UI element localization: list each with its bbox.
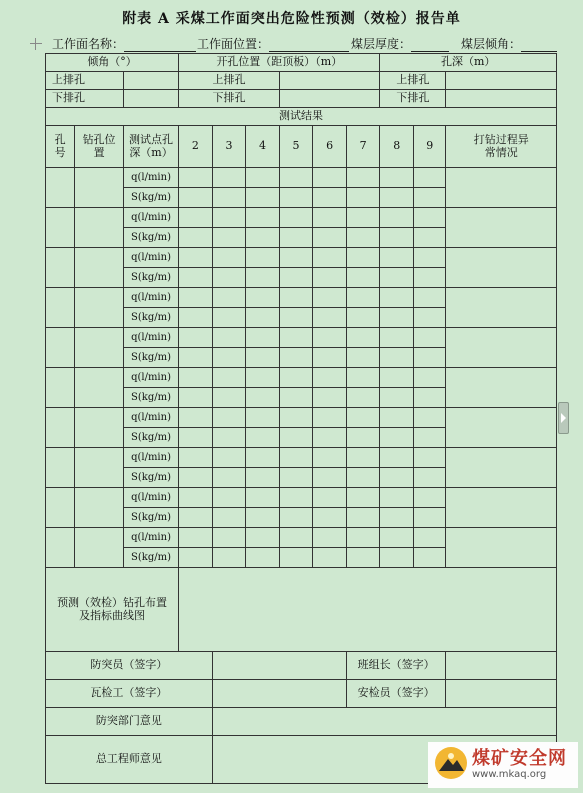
upper-depth-label: 上排孔 xyxy=(380,72,446,90)
measurement-cell[interactable] xyxy=(246,308,280,328)
seam-dip-field[interactable] xyxy=(461,35,557,52)
measurement-cell[interactable] xyxy=(313,508,347,528)
measurement-row xyxy=(46,168,557,188)
measurement-cell[interactable] xyxy=(380,308,414,328)
face-location-field[interactable] xyxy=(197,35,349,52)
measurement-cell[interactable] xyxy=(246,248,280,268)
measurement-cell[interactable] xyxy=(413,348,445,368)
measurement-row xyxy=(46,208,557,228)
measurement-cell[interactable] xyxy=(279,328,313,348)
param-header-row xyxy=(46,54,557,72)
drill-position-cell[interactable] xyxy=(75,448,124,488)
lower-position-cell[interactable] xyxy=(279,90,380,108)
lower-position-label: 下排孔 xyxy=(179,90,280,108)
measurement-row xyxy=(46,408,557,428)
measurement-cell[interactable] xyxy=(279,508,313,528)
measurement-cell[interactable] xyxy=(380,168,414,188)
measurement-cell[interactable] xyxy=(279,408,313,428)
measurement-cell[interactable] xyxy=(179,328,213,348)
measurement-cell[interactable] xyxy=(346,308,380,328)
lower-row xyxy=(46,90,557,108)
dept-opinion-field[interactable] xyxy=(212,708,556,736)
measurement-cell[interactable] xyxy=(279,208,313,228)
measurement-cell[interactable] xyxy=(246,548,280,568)
upper-depth-cell[interactable] xyxy=(446,72,557,90)
face-name-label: 工作面名称： xyxy=(52,37,125,51)
measurement-cell[interactable] xyxy=(413,328,445,348)
hole-no-header: 孔号 xyxy=(46,126,75,168)
measurement-cell[interactable] xyxy=(279,248,313,268)
q-indicator-label: q(l/min) xyxy=(123,208,178,228)
measurement-cell[interactable] xyxy=(179,468,213,488)
measurement-row xyxy=(46,528,557,548)
measurement-cell[interactable] xyxy=(413,288,445,308)
measurement-cell[interactable] xyxy=(413,368,445,388)
measurement-cell[interactable] xyxy=(246,528,280,548)
hole-number-cell[interactable] xyxy=(46,408,75,448)
depth-header: 5 xyxy=(279,126,313,168)
measurement-cell[interactable] xyxy=(380,268,414,288)
measurement-cell[interactable] xyxy=(313,228,347,248)
measurement-cell[interactable] xyxy=(380,188,414,208)
diagram-row xyxy=(46,568,557,652)
watermark-name: 煤矿安全网 xyxy=(472,748,567,769)
hole-number-cell[interactable] xyxy=(46,448,75,488)
measurement-cell[interactable] xyxy=(413,168,445,188)
safety-inspector-signature[interactable] xyxy=(446,680,557,708)
measurement-cell[interactable] xyxy=(246,488,280,508)
measurement-cell[interactable] xyxy=(313,348,347,368)
q-indicator-label: q(l/min) xyxy=(123,288,178,308)
upper-row xyxy=(46,72,557,90)
measurement-row xyxy=(46,488,557,508)
chief-engineer-label: 总工程师意见 xyxy=(46,736,213,784)
hole-position-header: 开孔位置（距顶板）（m） xyxy=(179,54,380,72)
measurement-cell[interactable] xyxy=(380,528,414,548)
measurement-cell[interactable] xyxy=(179,208,213,228)
measurement-cell[interactable] xyxy=(212,548,246,568)
diagram-label: 预测（效检）钻孔布置及指标曲线图 xyxy=(46,568,179,652)
measurement-cell[interactable] xyxy=(413,428,445,448)
signature-row-1 xyxy=(46,652,557,680)
measurement-cell[interactable] xyxy=(346,228,380,248)
measurement-cell[interactable] xyxy=(212,408,246,428)
upper-position-label: 上排孔 xyxy=(179,72,280,90)
depth-header: 2 xyxy=(179,126,213,168)
safety-inspector-label: 安检员（签字） xyxy=(346,680,446,708)
measurement-cell[interactable] xyxy=(313,288,347,308)
measurement-cell[interactable] xyxy=(413,188,445,208)
measurement-cell[interactable] xyxy=(413,228,445,248)
measurement-row xyxy=(46,328,557,348)
measurement-cell[interactable] xyxy=(313,168,347,188)
measurement-row xyxy=(46,448,557,468)
lower-row-label: 下排孔 xyxy=(46,90,124,108)
measurement-cell[interactable] xyxy=(380,248,414,268)
measurement-cell[interactable] xyxy=(212,388,246,408)
measurement-cell[interactable] xyxy=(279,388,313,408)
hole-number-cell[interactable] xyxy=(46,288,75,328)
s-indicator-label: S(kg/m) xyxy=(123,388,178,408)
measurement-cell[interactable] xyxy=(279,288,313,308)
upper-angle-cell[interactable] xyxy=(123,72,178,90)
measurement-cell[interactable] xyxy=(346,348,380,368)
s-indicator-label: S(kg/m) xyxy=(123,308,178,328)
measurement-cell[interactable] xyxy=(246,288,280,308)
measurement-cell[interactable] xyxy=(179,408,213,428)
s-indicator-label: S(kg/m) xyxy=(123,188,178,208)
measurement-cell[interactable] xyxy=(346,408,380,428)
measurement-cell[interactable] xyxy=(212,348,246,368)
depth-header: 4 xyxy=(246,126,280,168)
seam-thickness-blank[interactable] xyxy=(411,39,449,52)
measurement-cell[interactable] xyxy=(279,188,313,208)
drill-position-cell[interactable] xyxy=(75,248,124,288)
measurement-cell[interactable] xyxy=(246,328,280,348)
face-location-blank[interactable] xyxy=(269,39,349,52)
s-indicator-label: S(kg/m) xyxy=(123,348,178,368)
measurement-cell[interactable] xyxy=(380,548,414,568)
dept-opinion-label: 防突部门意见 xyxy=(46,708,213,736)
measurement-cell[interactable] xyxy=(313,468,347,488)
face-name-field[interactable] xyxy=(52,35,196,52)
drill-position-cell[interactable] xyxy=(75,328,124,368)
measurement-cell[interactable] xyxy=(313,388,347,408)
measurement-cell[interactable] xyxy=(313,548,347,568)
measurement-cell[interactable] xyxy=(246,428,280,448)
measurement-cell[interactable] xyxy=(380,328,414,348)
measurement-cell[interactable] xyxy=(279,308,313,328)
measurement-cell[interactable] xyxy=(380,428,414,448)
upper-position-cell[interactable] xyxy=(279,72,380,90)
measurement-cell[interactable] xyxy=(212,168,246,188)
measurement-cell[interactable] xyxy=(246,408,280,428)
measurement-cell[interactable] xyxy=(346,168,380,188)
measurement-cell[interactable] xyxy=(313,308,347,328)
measurement-cell[interactable] xyxy=(313,188,347,208)
measurement-cell[interactable] xyxy=(346,548,380,568)
upper-row-label: 上排孔 xyxy=(46,72,124,90)
measurement-cell[interactable] xyxy=(380,348,414,368)
measurement-cell[interactable] xyxy=(279,368,313,388)
test-depth-header: 测试点孔深（m） xyxy=(123,126,178,168)
measurement-cell[interactable] xyxy=(346,328,380,348)
watermark-logo xyxy=(428,742,578,788)
q-indicator-label: q(l/min) xyxy=(123,368,178,388)
measurement-cell[interactable] xyxy=(380,488,414,508)
measurement-cell[interactable] xyxy=(380,288,414,308)
measurement-cell[interactable] xyxy=(246,348,280,368)
measurement-cell[interactable] xyxy=(246,468,280,488)
measurement-cell[interactable] xyxy=(279,468,313,488)
signature-row-2 xyxy=(46,680,557,708)
drill-position-cell[interactable] xyxy=(75,528,124,568)
measurement-cell[interactable] xyxy=(179,228,213,248)
measurement-cell[interactable] xyxy=(313,428,347,448)
measurement-cell[interactable] xyxy=(179,548,213,568)
seam-thickness-field[interactable] xyxy=(351,35,449,52)
diagram-area[interactable] xyxy=(179,568,557,652)
gas-inspector-label: 瓦检工（签字） xyxy=(46,680,213,708)
hole-number-cell[interactable] xyxy=(46,368,75,408)
measurement-cell[interactable] xyxy=(246,388,280,408)
angle-header: 倾角（°） xyxy=(46,54,179,72)
drill-position-cell[interactable] xyxy=(75,368,124,408)
q-indicator-label: q(l/min) xyxy=(123,528,178,548)
seam-dip-label: 煤层倾角： xyxy=(461,37,522,51)
measurement-cell[interactable] xyxy=(212,448,246,468)
depth-header: 8 xyxy=(380,126,414,168)
dept-opinion-row xyxy=(46,708,557,736)
measurement-cell[interactable] xyxy=(413,508,445,528)
q-indicator-label: q(l/min) xyxy=(123,448,178,468)
s-indicator-label: S(kg/m) xyxy=(123,468,178,488)
measurement-cell[interactable] xyxy=(413,408,445,428)
face-location-label: 工作面位置： xyxy=(197,37,270,51)
prevention-staff-signature[interactable] xyxy=(212,652,346,680)
measurement-cell[interactable] xyxy=(279,528,313,548)
measurement-cell[interactable] xyxy=(246,208,280,228)
drill-position-cell[interactable] xyxy=(75,408,124,448)
abnormal-cell[interactable] xyxy=(446,288,557,328)
measurement-cell[interactable] xyxy=(346,248,380,268)
depth-header: 9 xyxy=(413,126,445,168)
measurement-cell[interactable] xyxy=(246,168,280,188)
measurement-cell[interactable] xyxy=(212,428,246,448)
measurement-cell[interactable] xyxy=(246,368,280,388)
table-move-handle-icon[interactable] xyxy=(30,38,42,50)
depth-header: 6 xyxy=(313,126,347,168)
measurement-cell[interactable] xyxy=(179,288,213,308)
measurement-cell[interactable] xyxy=(346,508,380,528)
hole-number-cell[interactable] xyxy=(46,488,75,528)
measurement-cell[interactable] xyxy=(179,488,213,508)
measurement-cell[interactable] xyxy=(179,388,213,408)
measurement-cell[interactable] xyxy=(413,468,445,488)
measurement-cell[interactable] xyxy=(313,528,347,548)
team-leader-signature[interactable] xyxy=(446,652,557,680)
measurement-cell[interactable] xyxy=(279,488,313,508)
measurement-cell[interactable] xyxy=(313,448,347,468)
measurement-cell[interactable] xyxy=(346,488,380,508)
hole-number-cell[interactable] xyxy=(46,528,75,568)
abnormal-cell[interactable] xyxy=(446,488,557,528)
drill-position-cell[interactable] xyxy=(75,208,124,248)
measurement-cell[interactable] xyxy=(212,308,246,328)
measurement-cell[interactable] xyxy=(346,288,380,308)
measurement-cell[interactable] xyxy=(346,428,380,448)
measurement-cell[interactable] xyxy=(246,508,280,528)
measurement-cell[interactable] xyxy=(212,328,246,348)
hole-number-cell[interactable] xyxy=(46,328,75,368)
abnormal-cell[interactable] xyxy=(446,168,557,208)
results-heading-row xyxy=(46,108,557,126)
measurement-cell[interactable] xyxy=(246,228,280,248)
measurement-cell[interactable] xyxy=(212,268,246,288)
results-column-header-row xyxy=(46,126,557,168)
face-name-blank[interactable] xyxy=(124,39,196,52)
measurement-cell[interactable] xyxy=(179,248,213,268)
measurement-cell[interactable] xyxy=(346,528,380,548)
depth-header: 3 xyxy=(212,126,246,168)
measurement-cell[interactable] xyxy=(246,268,280,288)
measurement-cell[interactable] xyxy=(413,548,445,568)
measurement-cell[interactable] xyxy=(380,368,414,388)
drill-position-cell[interactable] xyxy=(75,288,124,328)
measurement-cell[interactable] xyxy=(413,268,445,288)
abnormal-cell[interactable] xyxy=(446,408,557,448)
measurement-cell[interactable] xyxy=(212,228,246,248)
measurement-cell[interactable] xyxy=(179,268,213,288)
measurement-cell[interactable] xyxy=(346,448,380,468)
abnormal-cell[interactable] xyxy=(446,368,557,408)
hole-number-cell[interactable] xyxy=(46,248,75,288)
watermark-url: www.mkaq.org xyxy=(472,769,547,780)
abnormal-cell[interactable] xyxy=(446,448,557,488)
measurement-cell[interactable] xyxy=(313,368,347,388)
abnormal-cell[interactable] xyxy=(446,248,557,288)
drill-position-cell[interactable] xyxy=(75,168,124,208)
abnormal-header: 打钻过程异常情况 xyxy=(446,126,557,168)
q-indicator-label: q(l/min) xyxy=(123,328,178,348)
measurement-cell[interactable] xyxy=(346,388,380,408)
measurement-cell[interactable] xyxy=(279,348,313,368)
measurement-cell[interactable] xyxy=(413,488,445,508)
measurement-cell[interactable] xyxy=(212,188,246,208)
s-indicator-label: S(kg/m) xyxy=(123,428,178,448)
team-leader-label: 班组长（签字） xyxy=(346,652,446,680)
measurement-cell[interactable] xyxy=(380,508,414,528)
measurement-cell[interactable] xyxy=(346,268,380,288)
mining-emblem-icon xyxy=(434,746,468,780)
s-indicator-label: S(kg/m) xyxy=(123,548,178,568)
measurement-cell[interactable] xyxy=(246,448,280,468)
report-table xyxy=(45,53,557,784)
measurement-cell[interactable] xyxy=(313,248,347,268)
measurement-cell[interactable] xyxy=(279,428,313,448)
measurement-cell[interactable] xyxy=(212,368,246,388)
measurement-cell[interactable] xyxy=(279,448,313,468)
measurement-cell[interactable] xyxy=(380,448,414,468)
measurement-cell[interactable] xyxy=(279,168,313,188)
page-title: 附表 A 采煤工作面突出危险性预测（效检）报告单 xyxy=(122,11,461,27)
measurement-cell[interactable] xyxy=(380,408,414,428)
measurement-cell[interactable] xyxy=(212,468,246,488)
seam-thickness-label: 煤层厚度： xyxy=(351,37,412,51)
side-expand-tab[interactable] xyxy=(558,402,569,434)
seam-dip-blank[interactable] xyxy=(521,39,557,52)
measurement-cell[interactable] xyxy=(313,208,347,228)
s-indicator-label: S(kg/m) xyxy=(123,268,178,288)
depth-header: 7 xyxy=(346,126,380,168)
measurement-cell[interactable] xyxy=(413,388,445,408)
measurement-cell[interactable] xyxy=(179,368,213,388)
q-indicator-label: q(l/min) xyxy=(123,408,178,428)
q-indicator-label: q(l/min) xyxy=(123,488,178,508)
measurement-cell[interactable] xyxy=(279,228,313,248)
measurement-cell[interactable] xyxy=(179,428,213,448)
measurement-cell[interactable] xyxy=(346,188,380,208)
measurement-cell[interactable] xyxy=(179,308,213,328)
measurement-cell[interactable] xyxy=(179,188,213,208)
measurement-cell[interactable] xyxy=(179,528,213,548)
measurement-cell[interactable] xyxy=(346,368,380,388)
measurement-cell[interactable] xyxy=(346,208,380,228)
measurement-cell[interactable] xyxy=(246,188,280,208)
s-indicator-label: S(kg/m) xyxy=(123,228,178,248)
measurement-cell[interactable] xyxy=(179,168,213,188)
measurement-cell[interactable] xyxy=(380,468,414,488)
measurement-cell[interactable] xyxy=(413,448,445,468)
results-heading: 测试结果 xyxy=(46,108,557,126)
measurement-cell[interactable] xyxy=(179,348,213,368)
measurement-cell[interactable] xyxy=(212,288,246,308)
measurement-cell[interactable] xyxy=(212,508,246,528)
measurement-cell[interactable] xyxy=(380,388,414,408)
measurement-cell[interactable] xyxy=(380,208,414,228)
q-indicator-label: q(l/min) xyxy=(123,168,178,188)
lower-angle-cell[interactable] xyxy=(123,90,178,108)
measurement-cell[interactable] xyxy=(212,488,246,508)
hole-number-cell[interactable] xyxy=(46,208,75,248)
measurement-cell[interactable] xyxy=(212,208,246,228)
measurement-cell[interactable] xyxy=(413,308,445,328)
measurement-cell[interactable] xyxy=(212,248,246,268)
s-indicator-label: S(kg/m) xyxy=(123,508,178,528)
measurement-row xyxy=(46,248,557,268)
q-indicator-label: q(l/min) xyxy=(123,248,178,268)
drill-position-header: 钻孔位置 xyxy=(75,126,124,168)
measurement-cell[interactable] xyxy=(313,268,347,288)
measurement-cell[interactable] xyxy=(413,528,445,548)
measurement-cell[interactable] xyxy=(279,548,313,568)
abnormal-cell[interactable] xyxy=(446,328,557,368)
hole-depth-header: 孔深（m） xyxy=(380,54,557,72)
measurement-cell[interactable] xyxy=(313,408,347,428)
lower-depth-cell[interactable] xyxy=(446,90,557,108)
lower-depth-label: 下排孔 xyxy=(380,90,446,108)
measurement-cell[interactable] xyxy=(179,508,213,528)
measurement-cell[interactable] xyxy=(179,448,213,468)
measurement-cell[interactable] xyxy=(346,468,380,488)
measurement-cell[interactable] xyxy=(313,488,347,508)
measurement-cell[interactable] xyxy=(413,248,445,268)
abnormal-cell[interactable] xyxy=(446,528,557,568)
measurement-cell[interactable] xyxy=(279,268,313,288)
prevention-staff-label: 防突员（签字） xyxy=(46,652,213,680)
drill-position-cell[interactable] xyxy=(75,488,124,528)
measurement-cell[interactable] xyxy=(212,528,246,548)
abnormal-cell[interactable] xyxy=(446,208,557,248)
gas-inspector-signature[interactable] xyxy=(212,680,346,708)
measurement-row xyxy=(46,368,557,388)
measurement-row xyxy=(46,288,557,308)
hole-number-cell[interactable] xyxy=(46,168,75,208)
measurement-cell[interactable] xyxy=(313,328,347,348)
measurement-cell[interactable] xyxy=(413,208,445,228)
measurement-cell[interactable] xyxy=(380,228,414,248)
